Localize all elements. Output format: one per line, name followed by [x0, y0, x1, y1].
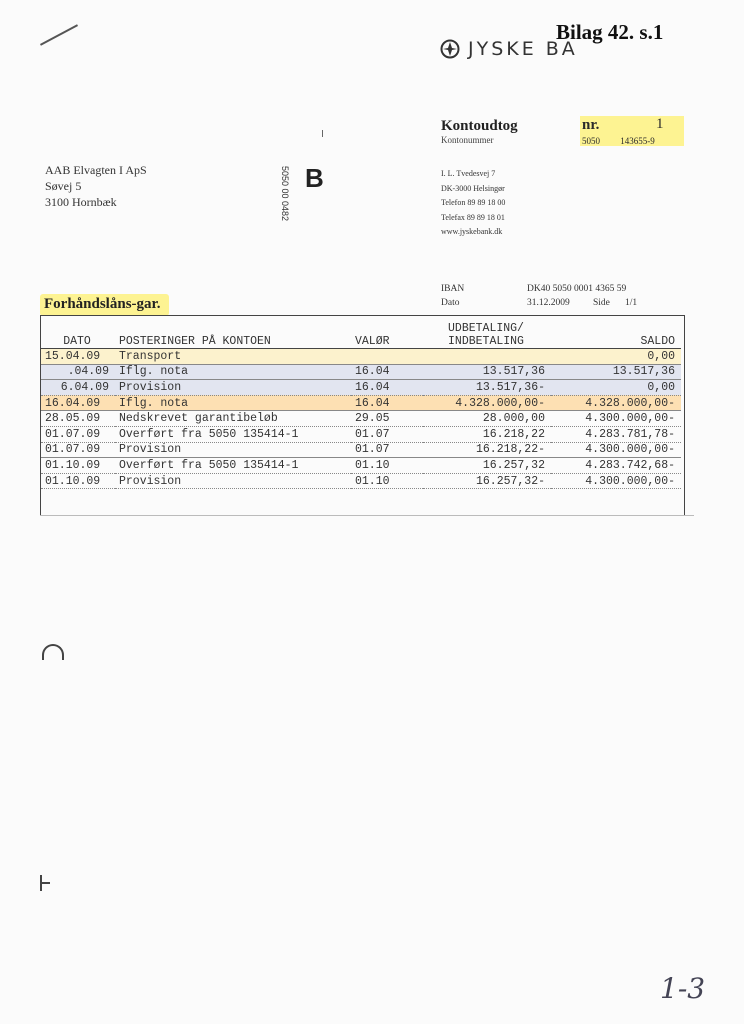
statement-number-block: [580, 116, 684, 146]
iban-block: [441, 282, 637, 310]
handwritten-page-mark: 1-3: [660, 972, 706, 1005]
header-amount: [423, 322, 551, 349]
row-date: 15.04.09: [41, 349, 115, 365]
row-valor: 29.05: [351, 411, 423, 427]
row-saldo: 0,00: [551, 349, 681, 365]
bank-logo-text: JYSKE BA: [468, 38, 578, 60]
row-valor: 16.04: [351, 364, 423, 380]
table-row: [41, 458, 681, 474]
table-row: [41, 380, 681, 396]
row-saldo: 4.283.781,78-: [551, 426, 681, 442]
iban-label: IBAN: [441, 284, 465, 294]
table-row: [41, 395, 681, 411]
account-prefix: 5050: [582, 136, 600, 146]
table-row: [41, 442, 681, 458]
row-saldo: 4.328.000,00-: [551, 395, 681, 411]
row-date: 16.04.09: [41, 395, 115, 411]
table-row: [41, 364, 681, 380]
transactions-table: [41, 322, 681, 489]
row-amount: 16.257,32-: [423, 473, 551, 489]
row-valor: 01.10: [351, 458, 423, 474]
statement-title-text: Kontoudtog: [441, 118, 518, 134]
statement-subtitle: Kontonummer: [441, 135, 494, 145]
bank-address-line: I. L. Tvedesvej 7: [441, 169, 496, 178]
header-dato: DATO: [41, 322, 115, 349]
bilag-label: Bilag 42. s.1: [556, 20, 664, 44]
row-date: 01.10.09: [41, 473, 115, 489]
bank-emblem-icon: [440, 39, 460, 59]
customer-address: [45, 162, 147, 210]
side-value: 1/1: [625, 298, 638, 308]
header-valor: VALØR: [351, 322, 423, 349]
row-date: .04.09: [41, 364, 115, 380]
row-saldo: 4.300.000,00-: [551, 411, 681, 427]
row-text: Provision: [115, 473, 351, 489]
date-label: Dato: [441, 298, 460, 308]
row-date: 01.10.09: [41, 458, 115, 474]
row-amount: 4.328.000,00-: [423, 395, 551, 411]
row-text: Transport: [115, 349, 351, 365]
row-amount: 16.218,22-: [423, 442, 551, 458]
fold-mark-tick: [40, 882, 50, 884]
row-valor: 01.07: [351, 426, 423, 442]
section-title: Forhåndslåns-gar.: [40, 294, 169, 316]
punch-hole-mark: [42, 644, 64, 660]
row-date: 28.05.09: [41, 411, 115, 427]
account-number: [582, 136, 655, 146]
row-amount: 28.000,00: [423, 411, 551, 427]
date-value: 31.12.2009: [527, 298, 570, 308]
row-amount: 13.517,36-: [423, 380, 551, 396]
row-text: Nedskrevet garantibeløb: [115, 411, 351, 427]
row-amount: 16.218,22: [423, 426, 551, 442]
customer-line: AAB Elvagten I ApS: [45, 163, 147, 177]
side-label: Side: [593, 298, 610, 308]
pen-stroke: [40, 24, 78, 45]
table-header-row: [41, 322, 681, 349]
customer-line: Søvej 5: [45, 179, 82, 193]
bank-address: [441, 167, 505, 240]
nr-value: 1: [656, 116, 664, 132]
vertical-code: 5050 00 0482: [280, 166, 290, 222]
row-date: 6.04.09: [41, 380, 115, 396]
big-letter: B: [305, 163, 324, 193]
row-valor: 16.04: [351, 395, 423, 411]
bank-logo: [440, 38, 578, 60]
row-amount: 16.257,32: [423, 458, 551, 474]
row-valor: 01.10: [351, 473, 423, 489]
row-saldo: 4.300.000,00-: [551, 473, 681, 489]
table-row: [41, 473, 681, 489]
row-date: 01.07.09: [41, 442, 115, 458]
scan-tick: [322, 130, 323, 137]
row-date: 01.07.09: [41, 426, 115, 442]
table-row: [41, 349, 681, 365]
bank-address-line: www.jyskebank.dk: [441, 227, 503, 236]
row-valor: 16.04: [351, 380, 423, 396]
row-saldo: 4.283.742,68-: [551, 458, 681, 474]
header-posteringer: POSTERINGER PÅ KONTOEN: [115, 322, 351, 349]
bank-address-line: DK-3000 Helsingør: [441, 183, 505, 193]
iban-value: DK40 5050 0001 4365 59: [527, 284, 627, 294]
row-saldo: 0,00: [551, 380, 681, 396]
row-text: Iflg. nota: [115, 395, 351, 411]
statement-title: [441, 118, 518, 145]
header-saldo: SALDO: [551, 322, 681, 349]
customer-line: 3100 Hornbæk: [45, 195, 117, 209]
nr-label: nr.: [582, 117, 600, 133]
table-row: [41, 411, 681, 427]
row-amount: 13.517,36: [423, 364, 551, 380]
row-text: Iflg. nota: [115, 364, 351, 380]
bank-address-line: Telefax 89 89 18 01: [441, 212, 505, 222]
frame-bottom-line: [40, 515, 694, 516]
row-text: Overført fra 5050 135414-1: [115, 458, 351, 474]
row-text: Provision: [115, 442, 351, 458]
account-suffix: 143655-9: [620, 136, 655, 146]
row-valor: 01.07: [351, 442, 423, 458]
bank-address-line: Telefon 89 89 18 00: [441, 198, 506, 207]
row-amount: [423, 349, 551, 365]
header-amount-line1: UDBETALING/: [448, 322, 524, 335]
table-row: [41, 426, 681, 442]
row-text: Overført fra 5050 135414-1: [115, 426, 351, 442]
row-saldo: 13.517,36: [551, 364, 681, 380]
row-saldo: 4.300.000,00-: [551, 442, 681, 458]
row-valor: [351, 349, 423, 365]
header-amount-line2: INDBETALING: [448, 335, 524, 348]
row-text: Provision: [115, 380, 351, 396]
